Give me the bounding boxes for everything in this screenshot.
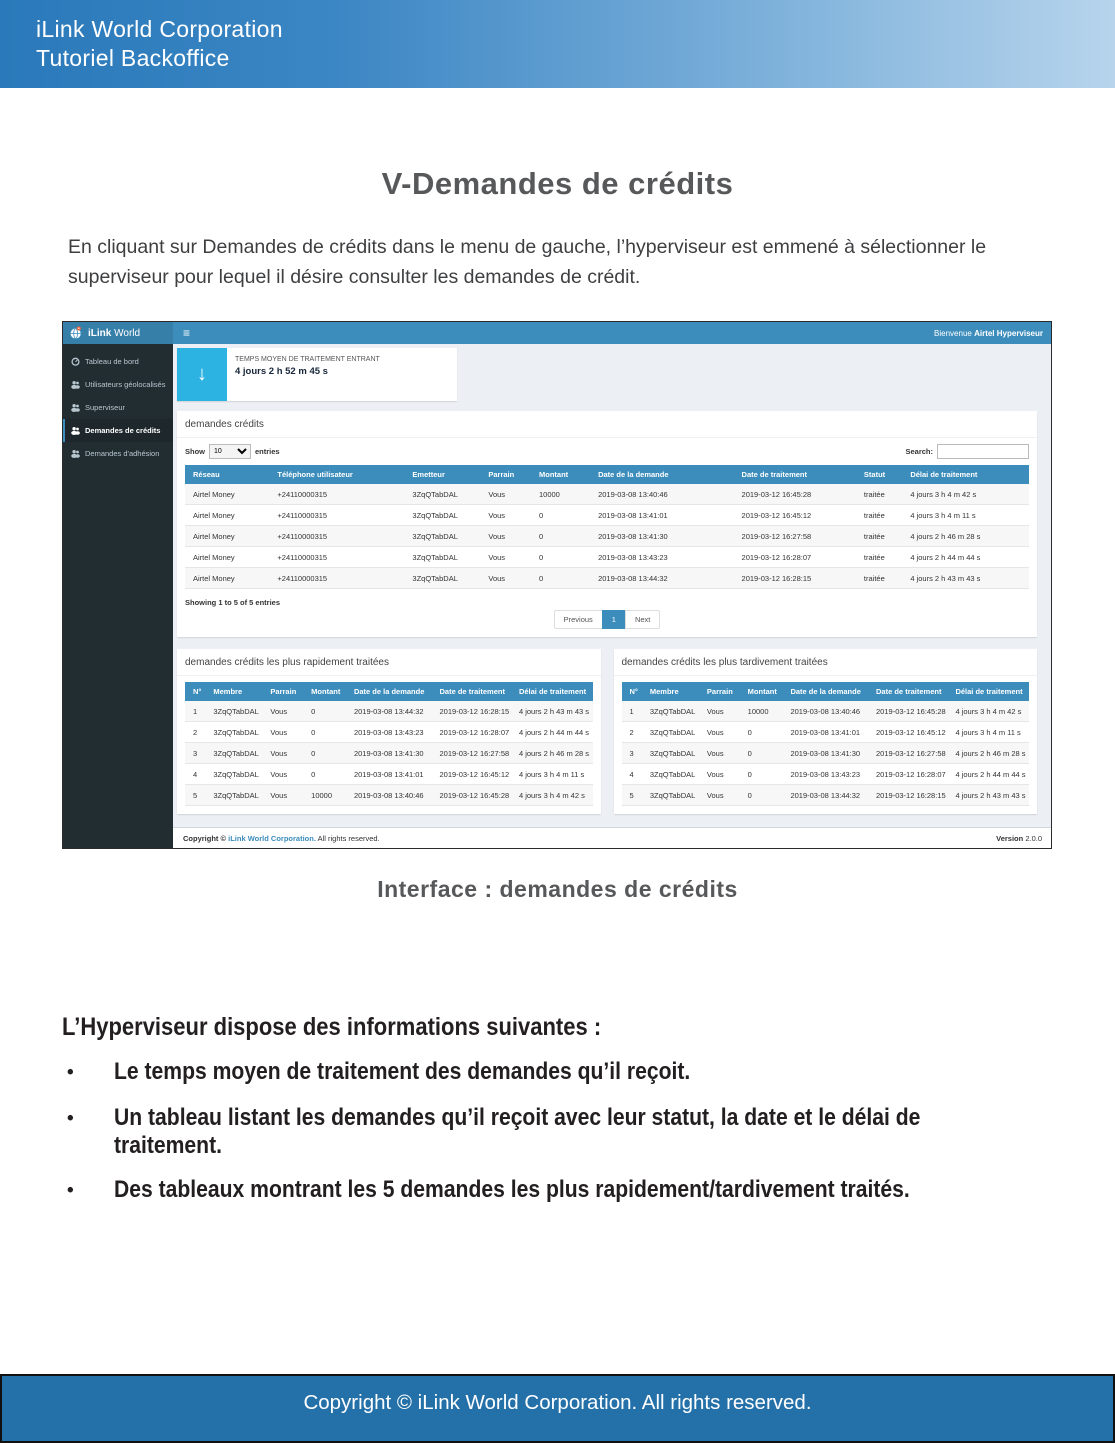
- page-title: V-Demandes de crédits: [381, 166, 734, 201]
- table-cell: Airtel Money: [185, 547, 269, 568]
- bullet-icon: •: [67, 1062, 74, 1083]
- table-cell: 0: [740, 722, 783, 743]
- table-row: [185, 526, 1029, 547]
- table-summary: Showing 1 to 5 of 5 entries: [185, 598, 281, 607]
- table-cell: 2019-03-12 16:27:58: [432, 743, 511, 764]
- table-cell: 3ZqQTabDAL: [205, 743, 262, 764]
- table-cell: Vous: [699, 764, 740, 785]
- welcome-text: Bienvenue Airtel Hyperviseur: [934, 328, 1043, 338]
- entries-label: entries: [255, 447, 280, 456]
- table-cell: traitée: [856, 484, 902, 505]
- sidebar-item-superviseur[interactable]: Superviseur: [63, 396, 173, 419]
- table-cell: Airtel Money: [185, 484, 269, 505]
- fastest-table: [185, 682, 593, 806]
- table-cell: 3: [622, 743, 642, 764]
- column-header[interactable]: Montant: [303, 682, 346, 701]
- table-cell: 3ZqQTabDAL: [642, 701, 699, 722]
- search-label: Search:: [905, 447, 933, 456]
- table-row: [622, 722, 1030, 743]
- table-cell: +24110000315: [269, 484, 404, 505]
- table-cell: traitée: [856, 568, 902, 589]
- table-cell: 2019-03-12 16:27:58: [734, 526, 856, 547]
- table-cell: traitée: [856, 505, 902, 526]
- table-cell: Vous: [480, 484, 531, 505]
- table-cell: 1: [185, 701, 205, 722]
- table-row: [185, 785, 593, 806]
- table-cell: +24110000315: [269, 526, 404, 547]
- bullet-icon: •: [67, 1108, 74, 1129]
- table-cell: traitée: [856, 526, 902, 547]
- table-cell: 10000: [740, 701, 783, 722]
- app-version: Version 2.0.0: [996, 833, 1042, 843]
- table-row: [622, 701, 1030, 722]
- brand-link[interactable]: [63, 322, 173, 344]
- table-cell: 2019-03-08 13:44:32: [782, 785, 868, 806]
- pagination: [177, 610, 1037, 629]
- table-cell: 2019-03-08 13:41:30: [782, 743, 868, 764]
- table-header-row: [185, 682, 593, 701]
- app-content: [173, 344, 1051, 827]
- table-cell: 0: [531, 547, 590, 568]
- next-page-button[interactable]: Next: [625, 610, 660, 629]
- table-cell: 2019-03-12 16:27:58: [868, 743, 947, 764]
- sidebar-item-demandes-de-credits[interactable]: Demandes de crédits: [63, 419, 173, 442]
- table-cell: 2019-03-12 16:28:15: [432, 701, 511, 722]
- table-cell: 2019-03-12 16:45:12: [432, 764, 511, 785]
- table-cell: 0: [740, 743, 783, 764]
- table-cell: 4 jours 2 h 43 m 43 s: [947, 785, 1029, 806]
- table-cell: 4 jours 2 h 44 m 44 s: [947, 764, 1029, 785]
- table-cell: 2: [185, 722, 205, 743]
- table-cell: 5: [622, 785, 642, 806]
- table-cell: 0: [531, 505, 590, 526]
- table-cell: 10000: [303, 785, 346, 806]
- table-cell: 5: [185, 785, 205, 806]
- table-cell: Airtel Money: [185, 568, 269, 589]
- table-row: [622, 785, 1030, 806]
- table-cell: Airtel Money: [185, 526, 269, 547]
- table-cell: 3ZqQTabDAL: [205, 722, 262, 743]
- table-cell: +24110000315: [269, 505, 404, 526]
- table-cell: 2019-03-12 16:45:28: [734, 484, 856, 505]
- table-cell: 2019-03-12 16:45:12: [868, 722, 947, 743]
- table-cell: Vous: [262, 785, 303, 806]
- table-cell: 2019-03-08 13:40:46: [782, 701, 868, 722]
- table-cell: 3ZqQTabDAL: [205, 785, 262, 806]
- corporation-link[interactable]: iLink World Corporation.: [228, 833, 316, 843]
- bullet-icon: •: [67, 1180, 74, 1201]
- table-body: [622, 701, 1030, 806]
- app-sidebar: [63, 344, 173, 848]
- table-cell: 4 jours 2 h 43 m 43 s: [511, 701, 593, 722]
- table-row: [185, 743, 593, 764]
- column-header[interactable]: Membre: [642, 682, 699, 701]
- column-header[interactable]: Parrain: [699, 682, 740, 701]
- table-cell: 1: [622, 701, 642, 722]
- sidebar-item-demandes-adhesion[interactable]: Demandes d'adhésion: [63, 442, 173, 465]
- column-header[interactable]: Délai de traitement: [902, 465, 1029, 484]
- table-cell: 3ZqQTabDAL: [205, 701, 262, 722]
- table-cell: 4 jours 3 h 4 m 11 s: [947, 722, 1029, 743]
- table-cell: 0: [531, 568, 590, 589]
- sidebar-item-utilisateurs-geolocalises[interactable]: Utilisateurs géolocalisés: [63, 373, 173, 396]
- bullet-item: [62, 1176, 1075, 1206]
- column-header[interactable]: Téléphone utilisateur: [269, 465, 404, 484]
- table-cell: 4 jours 3 h 4 m 11 s: [902, 505, 1029, 526]
- table-cell: Vous: [262, 743, 303, 764]
- table-cell: 2019-03-08 13:41:01: [590, 505, 733, 526]
- table-cell: +24110000315: [269, 547, 404, 568]
- bullet-text: Des tableaux montrant les 5 demandes les plus rapidement/tardivement traités.: [114, 1176, 910, 1203]
- column-header[interactable]: Réseau: [185, 465, 269, 484]
- show-label: Show: [185, 447, 205, 456]
- figure-caption: Interface : demandes de crédits: [377, 876, 738, 902]
- table-cell: Vous: [262, 764, 303, 785]
- column-header[interactable]: Date de traitement: [432, 682, 511, 701]
- table-header-row: [622, 682, 1030, 701]
- previous-page-button[interactable]: Previous: [554, 610, 603, 629]
- sidebar-item-tableau-de-bord[interactable]: Tableau de bord: [63, 350, 173, 373]
- column-header[interactable]: Date de traitement: [734, 465, 856, 484]
- table-cell: 3ZqQTabDAL: [404, 568, 480, 589]
- panel-title: demandes crédits les plus rapidement traitées: [177, 649, 601, 676]
- app-navbar: [63, 322, 1051, 344]
- table-body: [185, 701, 593, 806]
- column-header[interactable]: Délai de traitement: [947, 682, 1029, 701]
- table-row: [185, 547, 1029, 568]
- table-cell: 4 jours 2 h 46 m 28 s: [947, 743, 1029, 764]
- table-cell: 2019-03-08 13:41:01: [782, 722, 868, 743]
- table-cell: 0: [531, 526, 590, 547]
- table-row: [185, 568, 1029, 589]
- down-arrow-icon: ↓: [177, 348, 227, 401]
- app-footer: [173, 827, 1051, 848]
- table-row: [622, 743, 1030, 764]
- column-header[interactable]: N°: [622, 682, 642, 701]
- bullet-text: Le temps moyen de traitement des demandes qu’il reçoit.: [114, 1058, 691, 1085]
- search-input[interactable]: [937, 444, 1029, 459]
- table-cell: 0: [303, 764, 346, 785]
- table-row: [622, 764, 1030, 785]
- table-cell: 0: [740, 785, 783, 806]
- table-cell: Vous: [480, 568, 531, 589]
- table-cell: 3ZqQTabDAL: [642, 764, 699, 785]
- table-cell: 2: [622, 722, 642, 743]
- table-cell: Vous: [480, 547, 531, 568]
- panel-title: demandes crédits: [177, 411, 1037, 438]
- column-header[interactable]: Montant: [531, 465, 590, 484]
- table-cell: 2019-03-08 13:43:23: [346, 722, 432, 743]
- table-row: [185, 764, 593, 785]
- table-cell: 2019-03-08 13:40:46: [590, 484, 733, 505]
- table-cell: 4: [622, 764, 642, 785]
- page-1-button[interactable]: 1: [602, 610, 626, 629]
- info-section: [62, 1013, 1075, 1206]
- table-row: [185, 722, 593, 743]
- table-cell: 2019-03-12 16:28:07: [868, 764, 947, 785]
- document-footer: [0, 1374, 1115, 1443]
- table-cell: 3ZqQTabDAL: [642, 743, 699, 764]
- table-cell: +24110000315: [269, 568, 404, 589]
- app-screenshot: [62, 321, 1052, 849]
- table-cell: 4 jours 2 h 46 m 28 s: [902, 526, 1029, 547]
- table-cell: 4: [185, 764, 205, 785]
- document-header: [0, 0, 1115, 88]
- table-row: [185, 484, 1029, 505]
- table-cell: 3ZqQTabDAL: [404, 505, 480, 526]
- table-cell: Vous: [480, 505, 531, 526]
- bottom-panels: [177, 649, 1037, 814]
- table-cell: 4 jours 2 h 44 m 44 s: [511, 722, 593, 743]
- table-cell: Vous: [699, 722, 740, 743]
- footer-copyright: Copyright © iLink World Corporation. All rights reserved.: [303, 1390, 812, 1414]
- dashboard-icon: [71, 357, 80, 366]
- table-cell: 2019-03-08 13:41:30: [590, 526, 733, 547]
- menu-toggle-icon[interactable]: ≡: [183, 326, 191, 340]
- table-cell: 2019-03-08 13:44:32: [346, 701, 432, 722]
- widget-label: TEMPS MOYEN DE TRAITEMENT ENTRANT: [235, 356, 380, 363]
- table-cell: 4 jours 2 h 43 m 43 s: [902, 568, 1029, 589]
- column-header[interactable]: Parrain: [480, 465, 531, 484]
- table-cell: 4 jours 2 h 46 m 28 s: [511, 743, 593, 764]
- table-cell: 3ZqQTabDAL: [642, 785, 699, 806]
- table-cell: 2019-03-08 13:44:32: [590, 568, 733, 589]
- table-body: [185, 484, 1029, 589]
- globe-logo-icon: [69, 326, 83, 340]
- demandes-credits-panel: [177, 411, 1037, 637]
- table-cell: 2019-03-08 13:41:30: [346, 743, 432, 764]
- table-cell: 3ZqQTabDAL: [642, 722, 699, 743]
- table-cell: 2019-03-08 13:40:46: [346, 785, 432, 806]
- table-cell: 4 jours 2 h 44 m 44 s: [902, 547, 1029, 568]
- table-cell: 4 jours 3 h 4 m 42 s: [902, 484, 1029, 505]
- table-cell: 10000: [531, 484, 590, 505]
- slowest-table: [622, 682, 1030, 806]
- panel-title: demandes crédits les plus tardivement traitées: [614, 649, 1038, 676]
- bullet-text: Un tableau listant les demandes qu’il reçoit avec leur statut, la date et le délai de traitement.: [114, 1104, 921, 1159]
- table-cell: 0: [740, 764, 783, 785]
- column-header[interactable]: Date de la demande: [782, 682, 868, 701]
- column-header[interactable]: Membre: [205, 682, 262, 701]
- table-cell: 3: [185, 743, 205, 764]
- column-header[interactable]: Date de la demande: [590, 465, 733, 484]
- table-header-row: [185, 465, 1029, 484]
- table-cell: traitée: [856, 547, 902, 568]
- table-cell: 2019-03-12 16:45:12: [734, 505, 856, 526]
- table-row: [185, 505, 1029, 526]
- users-icon: [71, 449, 80, 458]
- bullet-item: [62, 1058, 1075, 1088]
- table-row: [185, 701, 593, 722]
- table-cell: 3ZqQTabDAL: [404, 484, 480, 505]
- demandes-credits-table: [185, 465, 1029, 589]
- table-cell: Vous: [480, 526, 531, 547]
- table-cell: 2019-03-12 16:28:15: [868, 785, 947, 806]
- table-cell: Vous: [262, 722, 303, 743]
- header-line-2: Tutoriel Backoffice: [36, 45, 230, 71]
- table-cell: 2019-03-12 16:45:28: [432, 785, 511, 806]
- table-cell: Vous: [699, 743, 740, 764]
- widget-value: 4 jours 2 h 52 m 45 s: [235, 366, 328, 377]
- table-cell: 2019-03-12 16:28:15: [734, 568, 856, 589]
- fastest-panel: [177, 649, 601, 814]
- column-header[interactable]: Parrain: [262, 682, 303, 701]
- users-icon: [71, 403, 80, 412]
- intro-paragraph: En cliquant sur Demandes de crédits dans le menu de gauche, l’hyperviseur est emmené à sélectionner le superviseur pour lequel il désire consulter les demandes de crédit.: [68, 236, 987, 288]
- bullet-item: [62, 1104, 1075, 1160]
- table-cell: 4 jours 3 h 4 m 11 s: [511, 764, 593, 785]
- table-cell: 2019-03-08 13:41:01: [346, 764, 432, 785]
- column-header[interactable]: Délai de traitement: [511, 682, 593, 701]
- header-line-1: iLink World Corporation: [36, 16, 283, 42]
- table-cell: 3ZqQTabDAL: [205, 764, 262, 785]
- table-cell: 0: [303, 701, 346, 722]
- table-cell: 2019-03-12 16:28:07: [432, 722, 511, 743]
- table-cell: 2019-03-08 13:43:23: [590, 547, 733, 568]
- table-cell: 2019-03-12 16:45:28: [868, 701, 947, 722]
- table-cell: 4 jours 3 h 4 m 42 s: [511, 785, 593, 806]
- table-cell: 0: [303, 722, 346, 743]
- table-cell: 4 jours 3 h 4 m 42 s: [947, 701, 1029, 722]
- app-copyright: Copyright © iLink World Corporation. All rights reserved.: [183, 833, 380, 843]
- table-cell: Vous: [699, 785, 740, 806]
- table-toolbar: [177, 438, 1037, 465]
- table-cell: 3ZqQTabDAL: [404, 547, 480, 568]
- table-cell: 0: [303, 743, 346, 764]
- column-header[interactable]: Statut: [856, 465, 902, 484]
- table-cell: 2019-03-08 13:43:23: [782, 764, 868, 785]
- column-header[interactable]: N°: [185, 682, 205, 701]
- table-cell: Vous: [262, 701, 303, 722]
- app-body: [63, 344, 1051, 848]
- users-icon: [71, 380, 80, 389]
- column-header[interactable]: Montant: [740, 682, 783, 701]
- table-cell: Airtel Money: [185, 505, 269, 526]
- avg-processing-widget: [177, 348, 457, 401]
- info-heading: L’Hyperviseur dispose des informations suivantes :: [62, 1013, 602, 1041]
- page-size-select[interactable]: [209, 444, 251, 459]
- table-cell: 2019-03-12 16:28:07: [734, 547, 856, 568]
- users-icon: [71, 426, 80, 435]
- table-cell: 3ZqQTabDAL: [404, 526, 480, 547]
- table-cell: Vous: [699, 701, 740, 722]
- column-header[interactable]: Emetteur: [404, 465, 480, 484]
- app-main: [173, 344, 1051, 848]
- brand-name: iLink World: [88, 327, 141, 339]
- column-header[interactable]: Date de la demande: [346, 682, 432, 701]
- slowest-panel: [614, 649, 1038, 814]
- column-header[interactable]: Date de traitement: [868, 682, 947, 701]
